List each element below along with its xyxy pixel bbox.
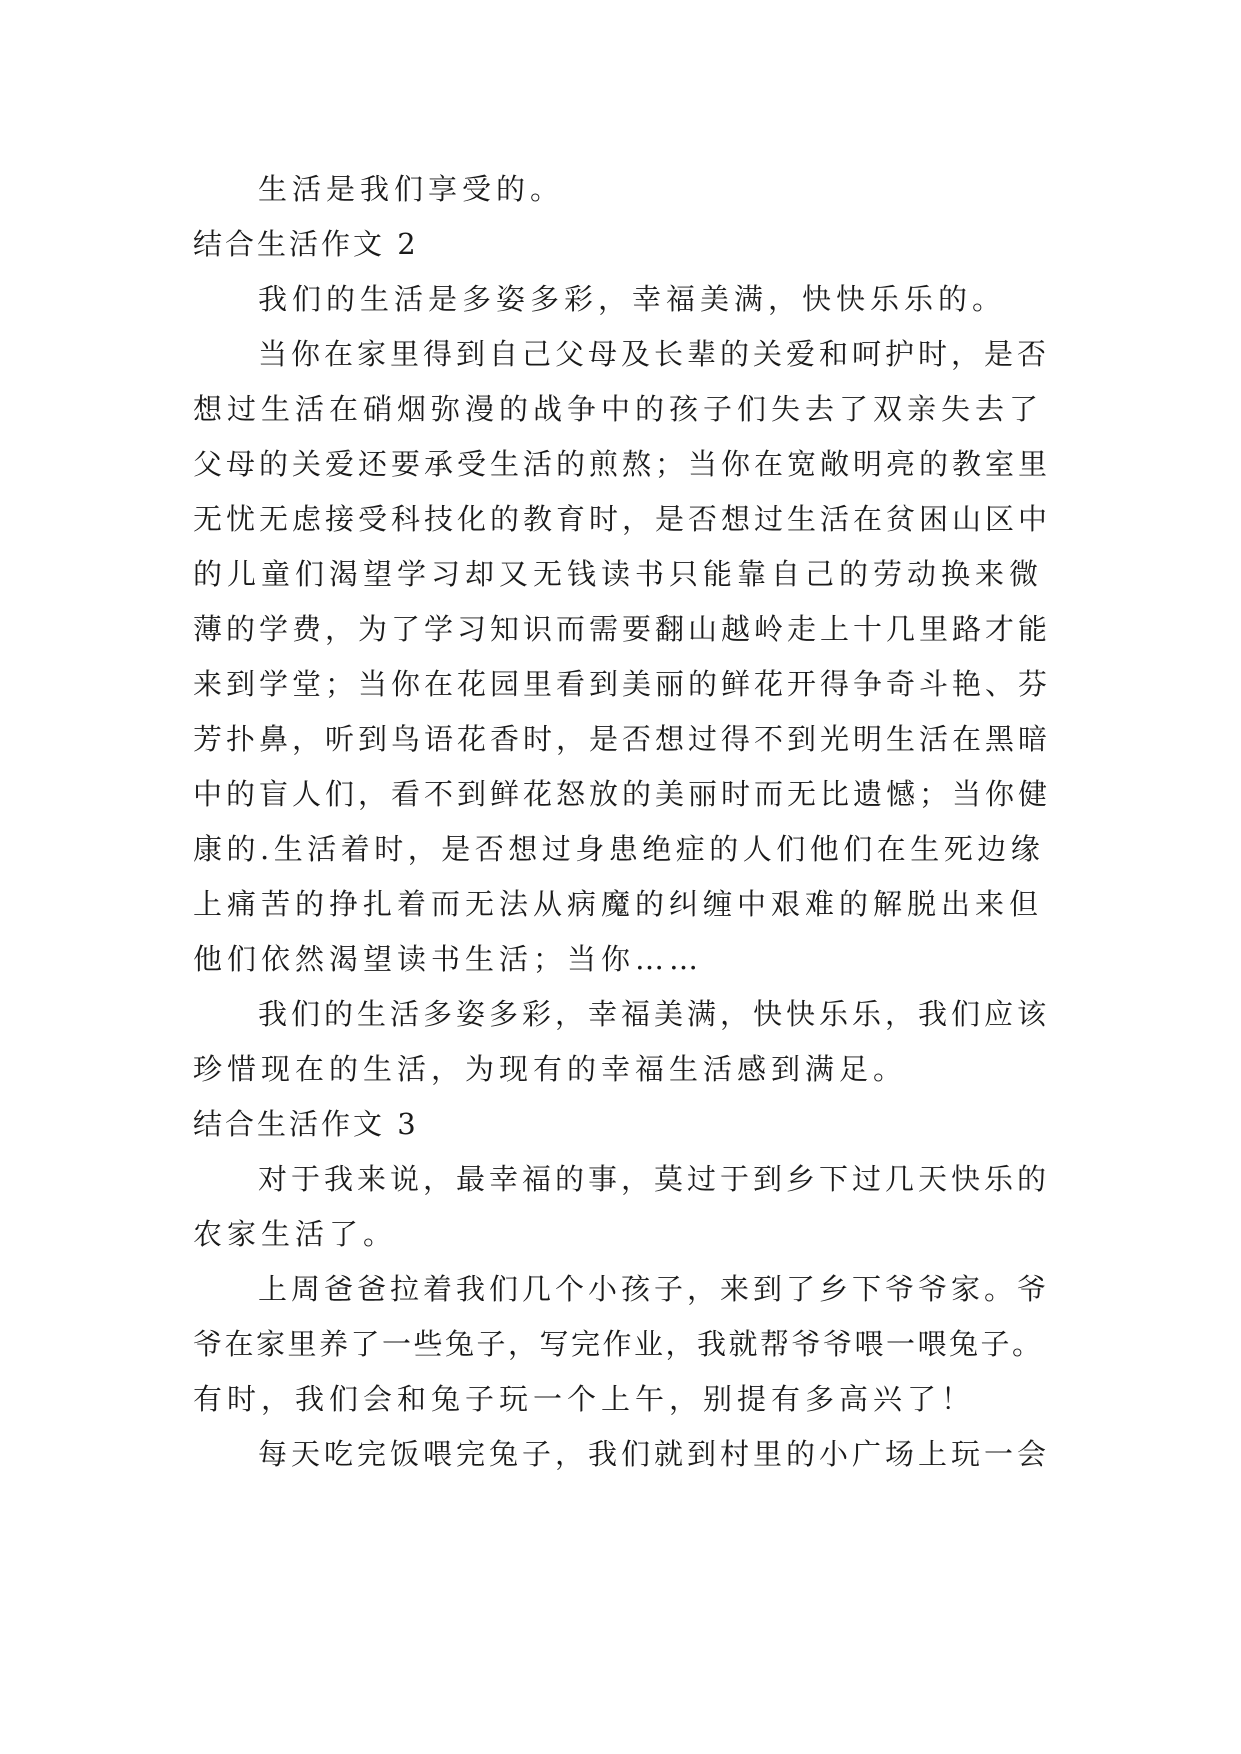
paragraph-line: 上痛苦的挣扎着而无法从病魔的纠缠中艰难的解脱出来但 <box>193 887 1044 921</box>
document-body <box>193 162 1053 1482</box>
paragraph-line: 爷在家里养了一些兔子，写完作业，我就帮爷爷喂一喂兔子。 <box>193 1327 1044 1361</box>
paragraph-line: 想过生活在硝烟弥漫的战争中的孩子们失去了双亲失去了 <box>193 392 1044 426</box>
paragraph-line: 当你在家里得到自己父母及长辈的关爱和呵护时，是否 <box>258 337 1051 371</box>
paragraph-line: 每天吃完饭喂完兔子，我们就到村里的小广场上玩一会 <box>258 1437 1051 1471</box>
paragraph-line: 他们依然渴望读书生活；当你…… <box>193 942 704 976</box>
paragraph-line: 父母的关爱还要承受生活的煎熬；当你在宽敞明亮的教室里 <box>193 447 1052 481</box>
paragraph-line: 无忧无虑接受科技化的教育时，是否想过生活在贫困山区中 <box>193 502 1052 536</box>
paragraph-line: 对于我来说，最幸福的事，莫过于到乡下过几天快乐的 <box>258 1162 1051 1196</box>
paragraph-line: 我们的生活是多姿多彩，幸福美满，快快乐乐的。 <box>258 282 1007 316</box>
paragraph-line: 上周爸爸拉着我们几个小孩子，来到了乡下爷爷家。爷 <box>258 1272 1051 1306</box>
paragraph-line: 的儿童们渴望学习却又无钱读书只能靠自己的劳动换来微 <box>193 557 1044 591</box>
paragraph-line: 有时，我们会和兔子玩一个上午，别提有多高兴了！ <box>193 1382 976 1416</box>
paragraph-line: 珍惜现在的生活，为现有的幸福生活感到满足。 <box>193 1052 908 1086</box>
paragraph-line: 薄的学费，为了学习知识而需要翻山越岭走上十几里路才能 <box>193 612 1052 646</box>
section-heading: 结合生活作文 2 <box>193 227 419 261</box>
paragraph-line: 康的.生活着时，是否想过身患绝症的人们他们在生死边缘 <box>193 832 1045 866</box>
paragraph-line: 芳扑鼻，听到鸟语花香时，是否想过得不到光明生活在黑暗 <box>193 722 1052 756</box>
paragraph-line: 来到学堂；当你在花园里看到美丽的鲜花开得争奇斗艳、芬 <box>193 667 1052 701</box>
paragraph-line: 中的盲人们，看不到鲜花怒放的美丽时而无比遗憾；当你健 <box>193 777 1052 811</box>
section-heading: 结合生活作文 3 <box>193 1107 419 1141</box>
paragraph-line: 我们的生活多姿多彩，幸福美满，快快乐乐，我们应该 <box>258 997 1051 1031</box>
paragraph-line: 农家生活了。 <box>193 1217 398 1251</box>
paragraph-line: 生活是我们享受的。 <box>258 172 565 206</box>
